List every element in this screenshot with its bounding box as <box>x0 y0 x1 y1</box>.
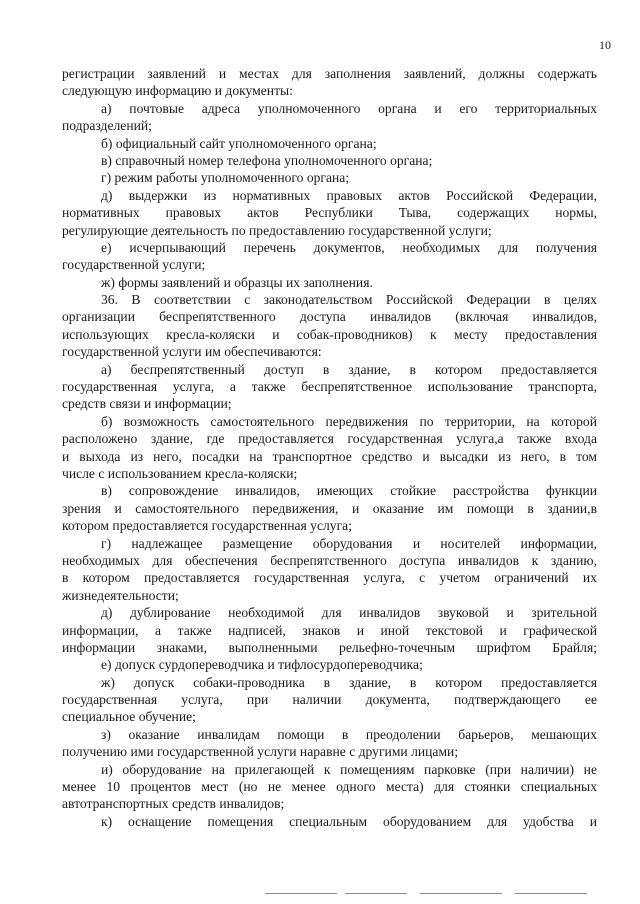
footer-rule <box>265 893 337 894</box>
text-line: получению ими государственной услуги наравне с другими лицами; <box>62 744 459 760</box>
text-line: в котором предоставляется государственная услуга, с учетом ограничений их <box>62 570 597 586</box>
text-line: информации знаками, выполненными рельефно-точечным шрифтом Брайля; <box>62 639 597 655</box>
text-line: и) оборудование на прилегающей к помещениям парковке (при наличии) не <box>101 761 597 777</box>
text-line: специальное обучение; <box>62 709 196 725</box>
text-line: к) оснащение помещения специальным оборудованием для удобства и <box>101 813 597 829</box>
text-line: б) официальный сайт уполномоченного органа; <box>101 135 377 151</box>
text-line: регистрации заявлений и местах для заполнения заявлений, должны содержать <box>62 66 597 81</box>
page-number: 10 <box>599 38 611 52</box>
text-line: д) дублирование необходимой для инвалидов звуковой и зрительной <box>101 605 597 621</box>
text-line: ж) допуск собаки-проводника в здание, в котором предоставляется <box>101 674 597 690</box>
text-line: зрения и самостоятельного передвижения, и оказание им помощи в здании,в <box>62 500 597 516</box>
footer-rule <box>420 893 502 894</box>
text-line: нормативных правовых актов Республики Тыва, содержащих нормы, <box>62 205 597 221</box>
text-line: организации беспрепятственного доступа инвалидов (включая инвалидов, <box>62 309 597 325</box>
text-line: е) исчерпывающий перечень документов, необходимых для получения <box>101 239 597 255</box>
text-line: а) почтовые адреса уполномоченного органа и его территориальных <box>101 100 597 116</box>
text-line: б) возможность самостоятельного передвижения по территории, на которой <box>101 413 597 429</box>
text-line: следующую информацию и документы: <box>62 83 293 99</box>
text-line: котором предоставляется государственная услуга; <box>62 518 352 534</box>
text-line: 36. В соответствии с законодательством Российской Федерации в целях <box>101 292 597 308</box>
footer-rule <box>515 893 587 894</box>
text-line: подразделений; <box>62 118 152 134</box>
text-line: необходимых для обеспечения беспрепятственного доступа инвалидов к зданию, <box>62 552 597 568</box>
text-line: и выхода из него, посадки на транспортное средство и высадки из него, в том <box>62 448 597 464</box>
text-line: в) сопровождение инвалидов, имеющих стойкие расстройства функции <box>101 483 597 499</box>
text-line: государственная услуга, а также беспрепятственное использование транспорта, <box>62 379 597 395</box>
text-line: д) выдержки из нормативных правовых актов Российской Федерации, <box>101 187 597 203</box>
text-line: в) справочный номер телефона уполномоченного органа; <box>101 152 433 168</box>
text-line: ж) формы заявлений и образцы их заполнения. <box>101 274 373 290</box>
body-text <box>62 65 597 830</box>
text-line: государственная услуга, при наличии документа, подтверждающего ее <box>62 692 597 708</box>
text-line: жизнедеятельности; <box>62 587 179 603</box>
text-line: а) беспрепятственный доступ в здание, в котором предоставляется <box>101 361 597 377</box>
text-line: г) надлежащее размещение оборудования и носителей информации, <box>101 535 597 551</box>
text-line: государственной услуги им обеспечиваются: <box>62 344 322 360</box>
footer-rule <box>345 893 407 894</box>
text-line: з) оказание инвалидам помощи в преодолении барьеров, мешающих <box>101 726 597 742</box>
text-line: автотранспортных средств инвалидов; <box>62 796 285 812</box>
text-line: регулирующие деятельность по предоставлению государственной услуги; <box>62 222 492 238</box>
text-line: менее 10 процентов мест (но не менее одного места) для стоянки специальных <box>62 779 597 795</box>
text-line: средств связи и информации; <box>62 396 232 412</box>
text-line: е) допуск сурдопереводчика и тифлосурдопереводчика; <box>101 657 423 673</box>
text-line: использующих кресла-коляски и собак-проводников) к месту предоставления <box>62 326 597 342</box>
text-line: информации, а также надписей, знаков и иной текстовой и графической <box>62 622 597 638</box>
text-line: расположено здание, где предоставляется государственная услуга,а также входа <box>62 431 597 447</box>
text-line: г) режим работы уполномоченного органа; <box>101 170 350 186</box>
text-line: государственной услуги; <box>62 257 206 273</box>
text-line: числе с использованием кресла-коляски; <box>62 465 298 481</box>
